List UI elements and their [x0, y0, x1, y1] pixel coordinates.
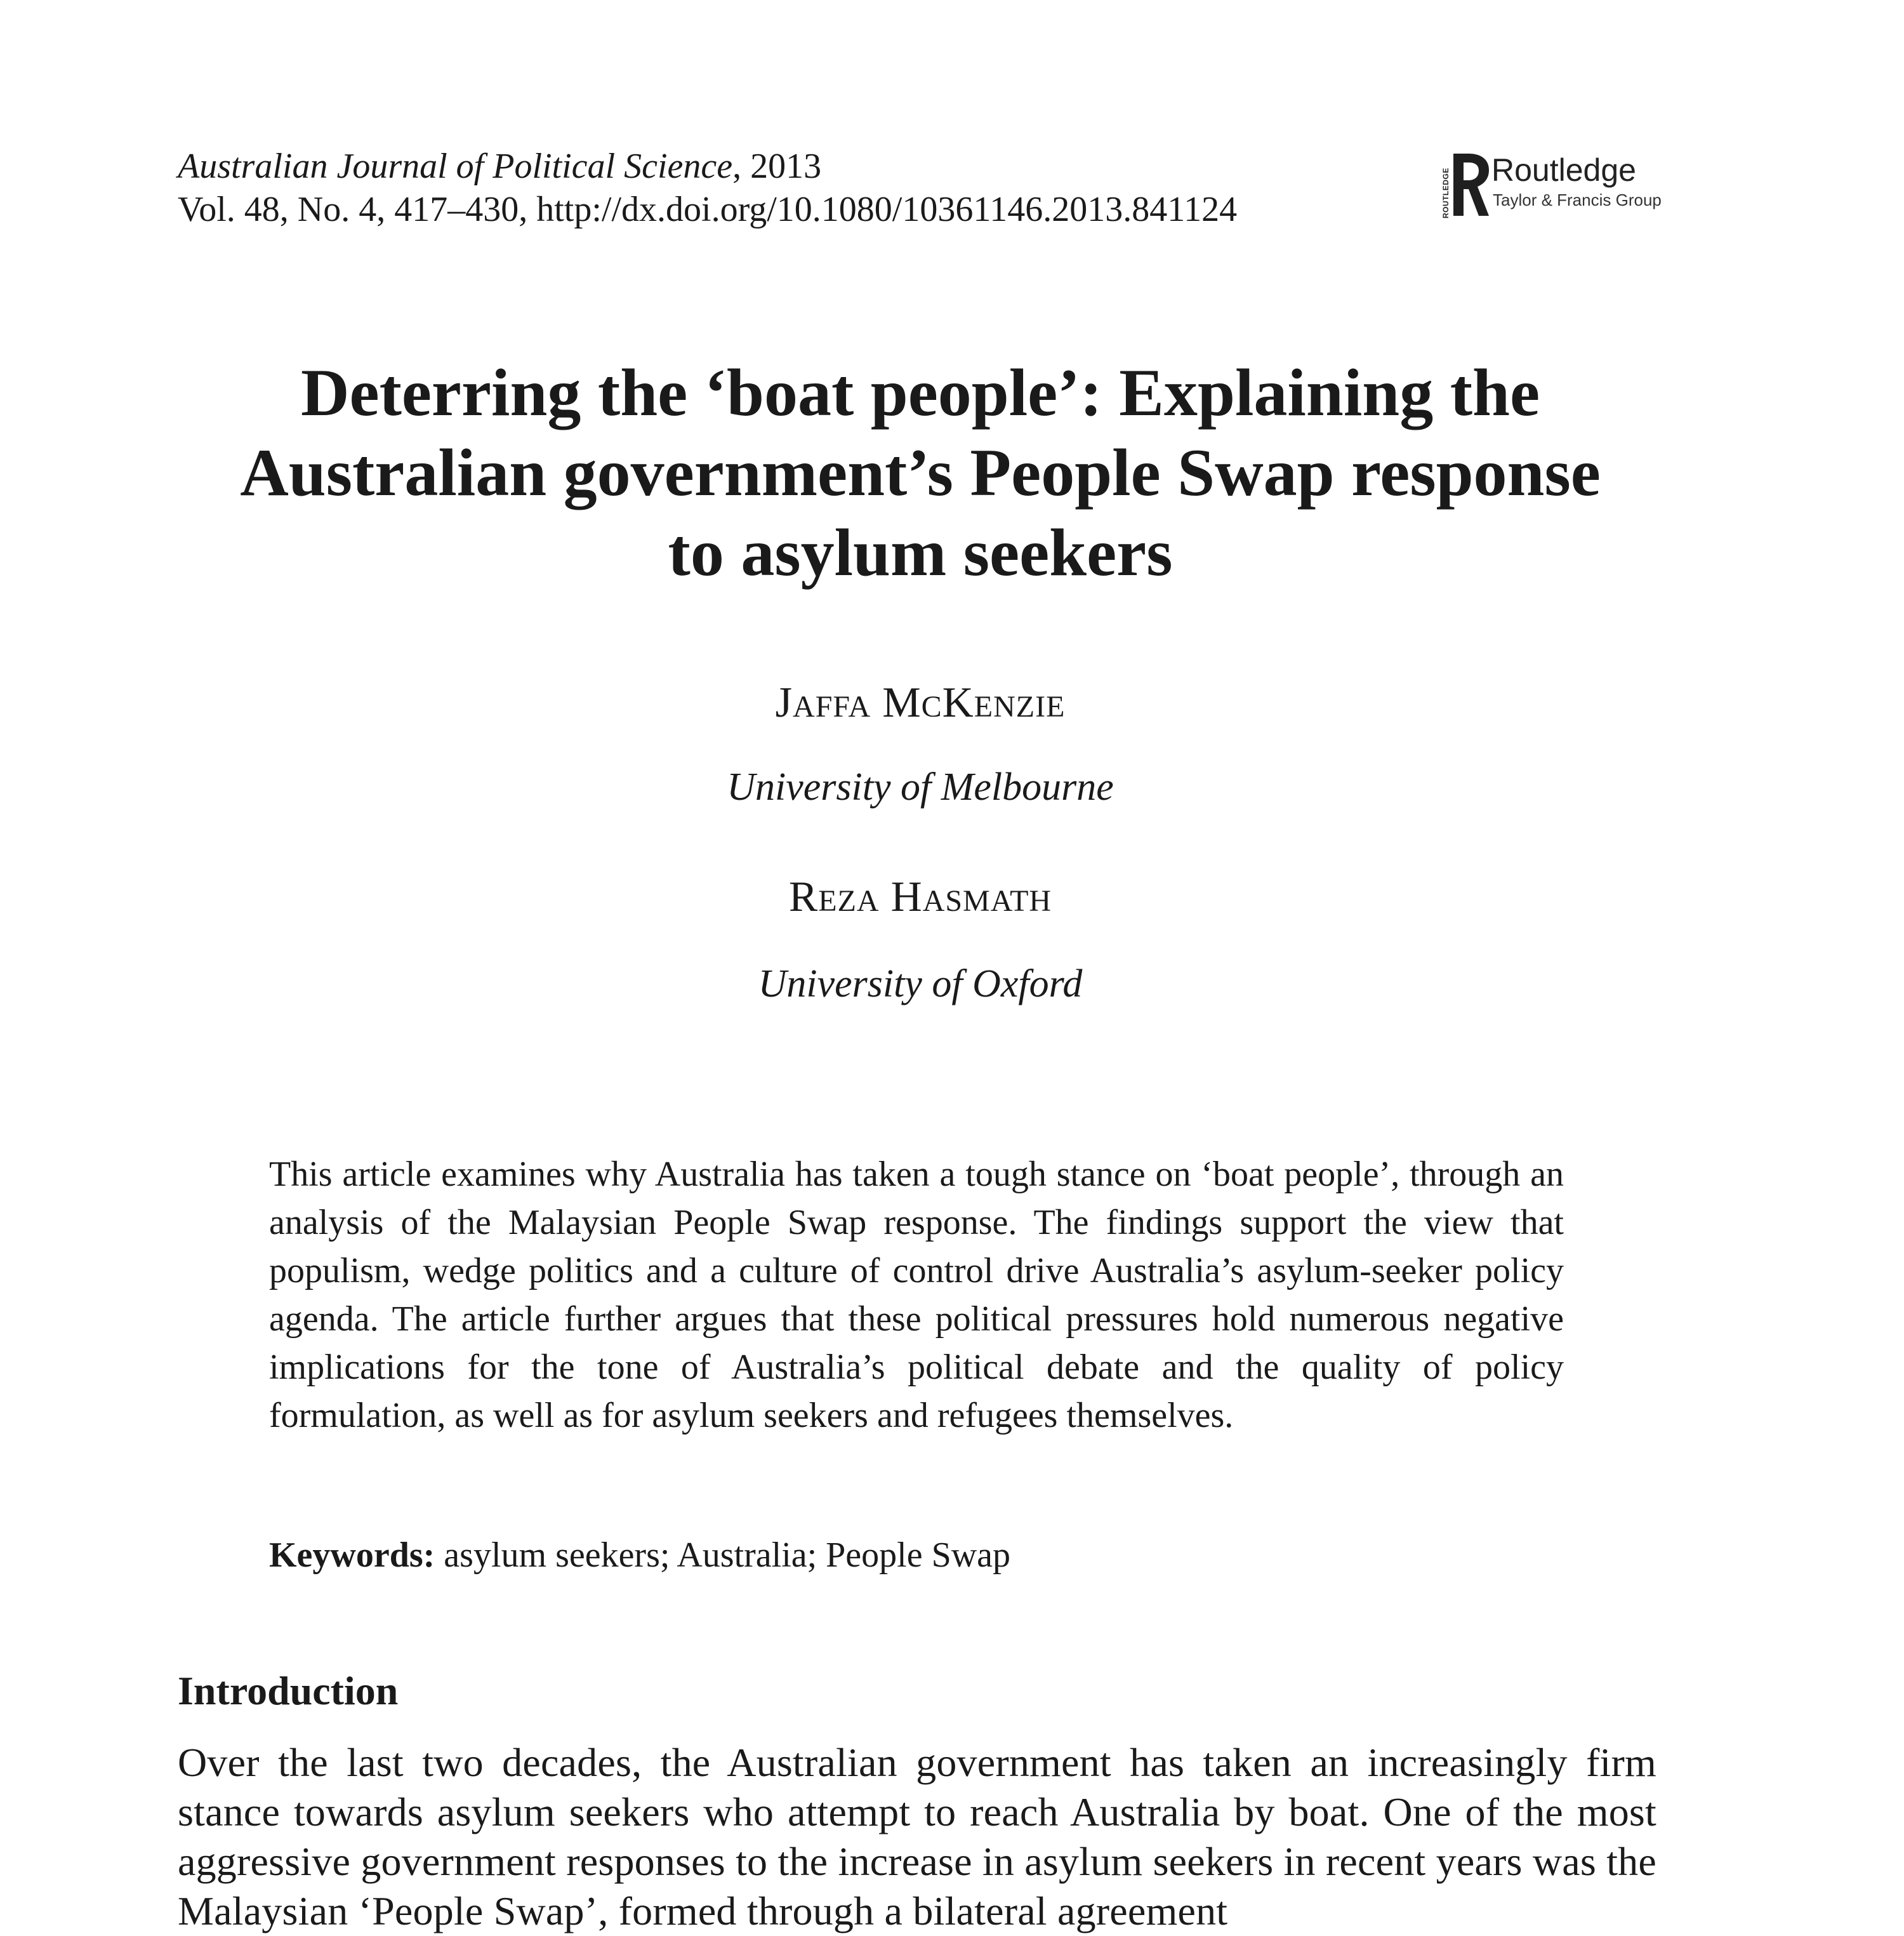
publisher-group: Taylor & Francis Group: [1493, 190, 1662, 209]
author-affiliation-1: University of Melbourne: [727, 766, 1114, 809]
author-name-1: Jaffa McKenzie: [775, 678, 1066, 726]
journal-year: , 2013: [732, 147, 822, 186]
keywords: [269, 1531, 1564, 1579]
keywords-label: Keywords:: [269, 1535, 435, 1575]
routledge-r-icon: [1433, 150, 1490, 220]
routledge-logo: [1433, 150, 1674, 220]
journal-citation-line: [178, 145, 821, 188]
title-line-3: to asylum seekers: [668, 515, 1173, 590]
introduction-heading: Introduction: [178, 1668, 399, 1713]
title-line-1: Deterring the ‘boat people’: Explaining the: [300, 355, 1540, 430]
article-title: [127, 353, 1714, 593]
routledge-side-text: ROUTLEDGE: [1441, 168, 1450, 218]
journal-name: Australian Journal of Political Science: [178, 147, 733, 186]
author-name-2: Reza Hasmath: [788, 872, 1052, 920]
title-line-2: Australian government’s People Swap response: [240, 435, 1601, 510]
abstract: This article examines why Australia has taken a tough stance on ‘boat people’, through an analysis of the Malaysian People Swap response. The findings support the view that populism, wedge politics and a culture of control drive Australia’s asylum-seeker policy agenda. The article further argues that these political pressures hold numerous negative implications for the tone of Australia’s political debate and the quality of policy formulation, as well as for asylum seekers and refugees themselves.: [269, 1155, 1564, 1435]
author-affiliation-2: University of Oxford: [758, 962, 1083, 1005]
volume-doi-line[interactable]: Vol. 48, No. 4, 417–430, http://dx.doi.org/10.1080/10361146.2013.841124: [178, 190, 1238, 229]
publisher-name: Routledge: [1491, 152, 1636, 188]
introduction-body: Over the last two decades, the Australian government has taken an increasingly firm stance towards asylum seekers who attempt to reach Australia by boat. One of the most aggressive government responses to the increase in asylum seekers in recent years was the Malaysian ‘People Swap’, formed through a bilateral agreement: [178, 1740, 1656, 1933]
keywords-value: asylum seekers; Australia; People Swap: [435, 1535, 1011, 1575]
